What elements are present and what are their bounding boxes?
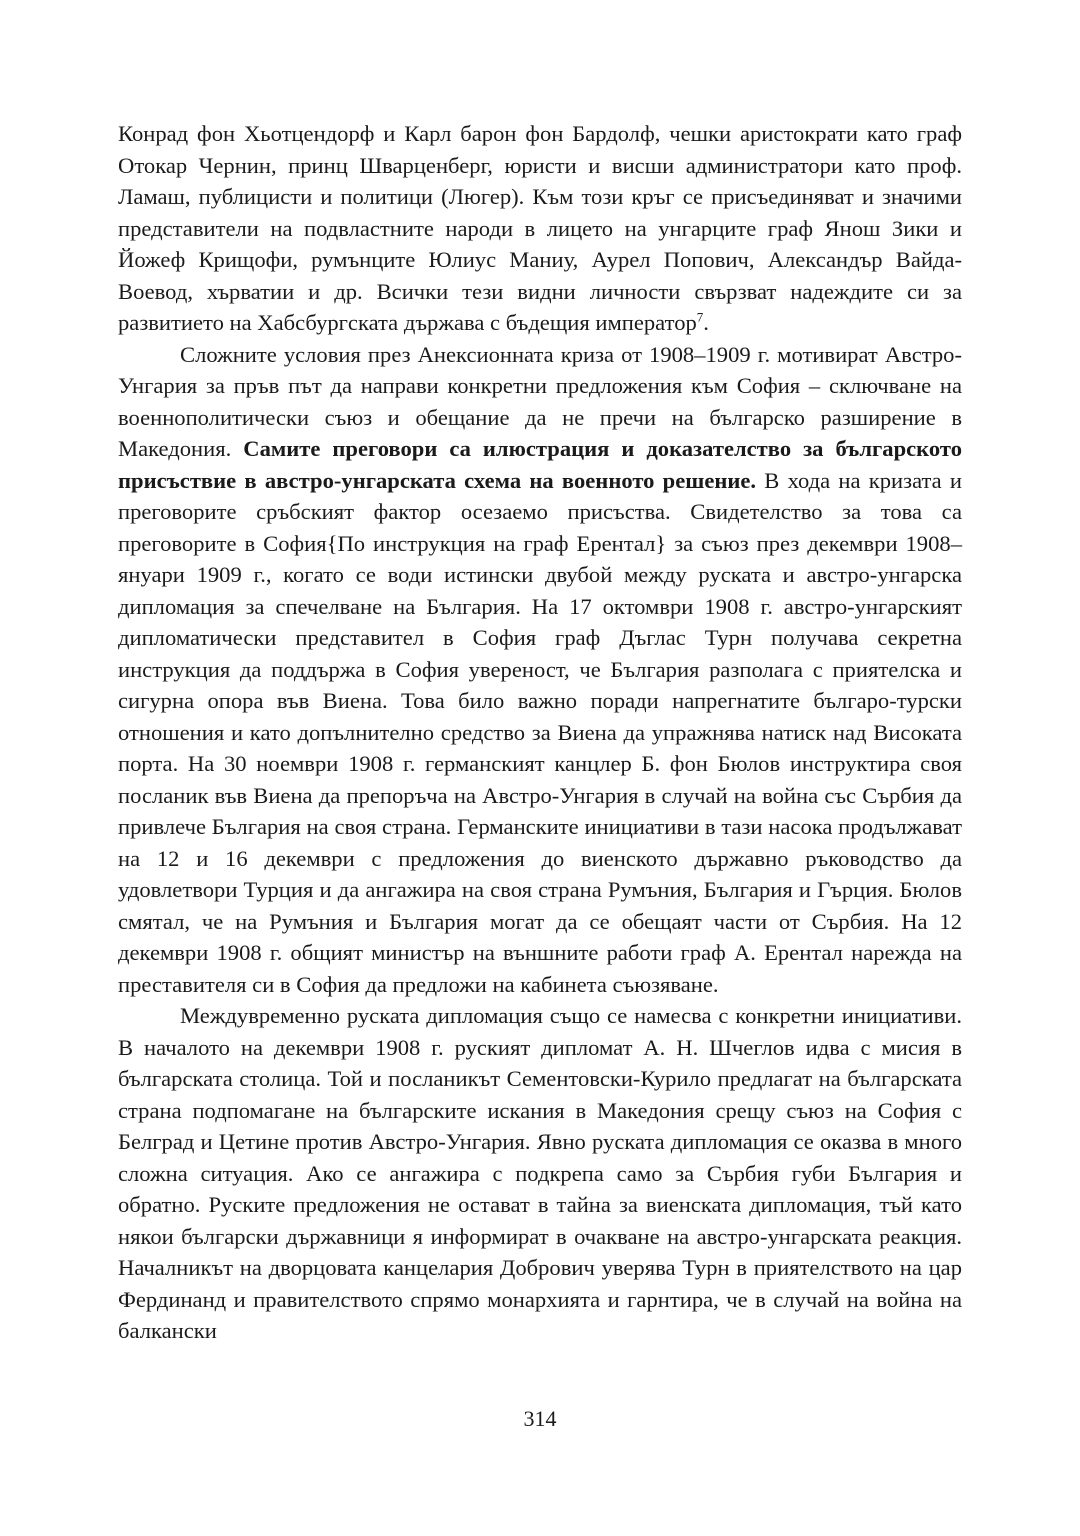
paragraph-2-text: Сложните условия през Анексионната криза от 1908–1909 г. мотивират Австро-Унгария за пръв път да направи конкретни предложения към София – сключване на военнополитически съюз и обещание да не пречи на българско разширение в Македония. <box>118 341 962 461</box>
paragraph-3-text: Междувременно руската дипломация също се намесва с конкретни инициативи. В началото на декември 1908 г. руският дипломат А. Н. Шчеглов идва с мисия в българската столица. Той и посланикът Сементовски-Курило предлагат на българската страна подпомагане на българските искания в Македония срещу съюз на София с Белград и Цетине против Австро-Унгария. Явно руската дипломация се оказва в много сложна ситуация. Ако се ангажира с подкрепа само за Сърбия губи България и обратно. Руските предложения не остават в тайна за виенската дипломация, тъй като някои български държавници я информират в очакване на австро-унгарската реакция. Началникът на дворцовата канцелария Добрович уверява Турн в приятелството на цар Фердинанд и правителството спрямо монархията и гарнтира, че в случай на война на балкански <box>118 1003 962 1343</box>
footnote-marker[interactable]: 7 <box>696 309 704 325</box>
paragraph-1-end: . <box>703 310 709 335</box>
paragraph-2 <box>118 339 962 1001</box>
paragraph-1 <box>118 118 962 339</box>
paragraph-1-text: Конрад фон Хьотцендорф и Карл барон фон Бардолф, чешки аристократи като граф Отокар Чернин, принц Шварценберг, юристи и висши администратори като проф. Ламаш, публицисти и политици (Люгер). Към този кръг се присъединяват и значими представители на подвластните народи в лицето на унгарците граф Янош Зики и Йожеф Крищофи, румънците Юлиус Маниу, Аурел Попович, Александър Вайда-Воевод, хърватии и др. Всички тези видни личности свързват надеждите си за развитието на Хабсбургската държава с бъдещия император <box>118 121 962 335</box>
paragraph-3 <box>118 1000 962 1347</box>
paragraph-2-continuation: В хода на кризата и преговорите сръбският фактор осезаемо присъства. Свидетелство за това са преговорите в София{По инструкция на граф Ерентал} за съюз през декември 1908–януари 1909 г., когато се води истински двубой между руската и австро-унгарска дипломация за спечелване на България. На 17 октомври 1908 г. австро-унгарският дипломатически представител в София граф Дъглас Турн получава секретна инструкция да поддържа в София увереност, че България разполага с приятелска и сигурна опора във Виена. Това било важно поради напрегнатите българо-турски отношения и като допълнително средство за Виена да упражнява натиск над Високата порта. На 30 ноември 1908 г. германският канцлер Б. фон Бюлов инструктира своя посланик във Виена да препоръча на Австро-Унгария в случай на война със Сърбия да привлече България на своя страна. Германските инициативи в тази насока продължават на 12 и 16 декември с предложения до виенското държавно ръководство да удовлетвори Турция и да ангажира на своя страна Румъния, България и Гърция. Бюлов смятал, че на Румъния и България могат да се обещаят части от Сърбия. На 12 декември 1908 г. общият министър на външните работи граф А. Ерентал нарежда на преставителя си в София да предложи на кабинета съюзяване. <box>118 467 963 997</box>
page-body <box>118 118 962 1347</box>
paragraph-2-bold-statement: Самите преговори са илюстрация и доказателство за българското присъствие в австро-унгарската схема на военното решение. <box>118 436 962 493</box>
page-number: 314 <box>523 1406 557 1431</box>
